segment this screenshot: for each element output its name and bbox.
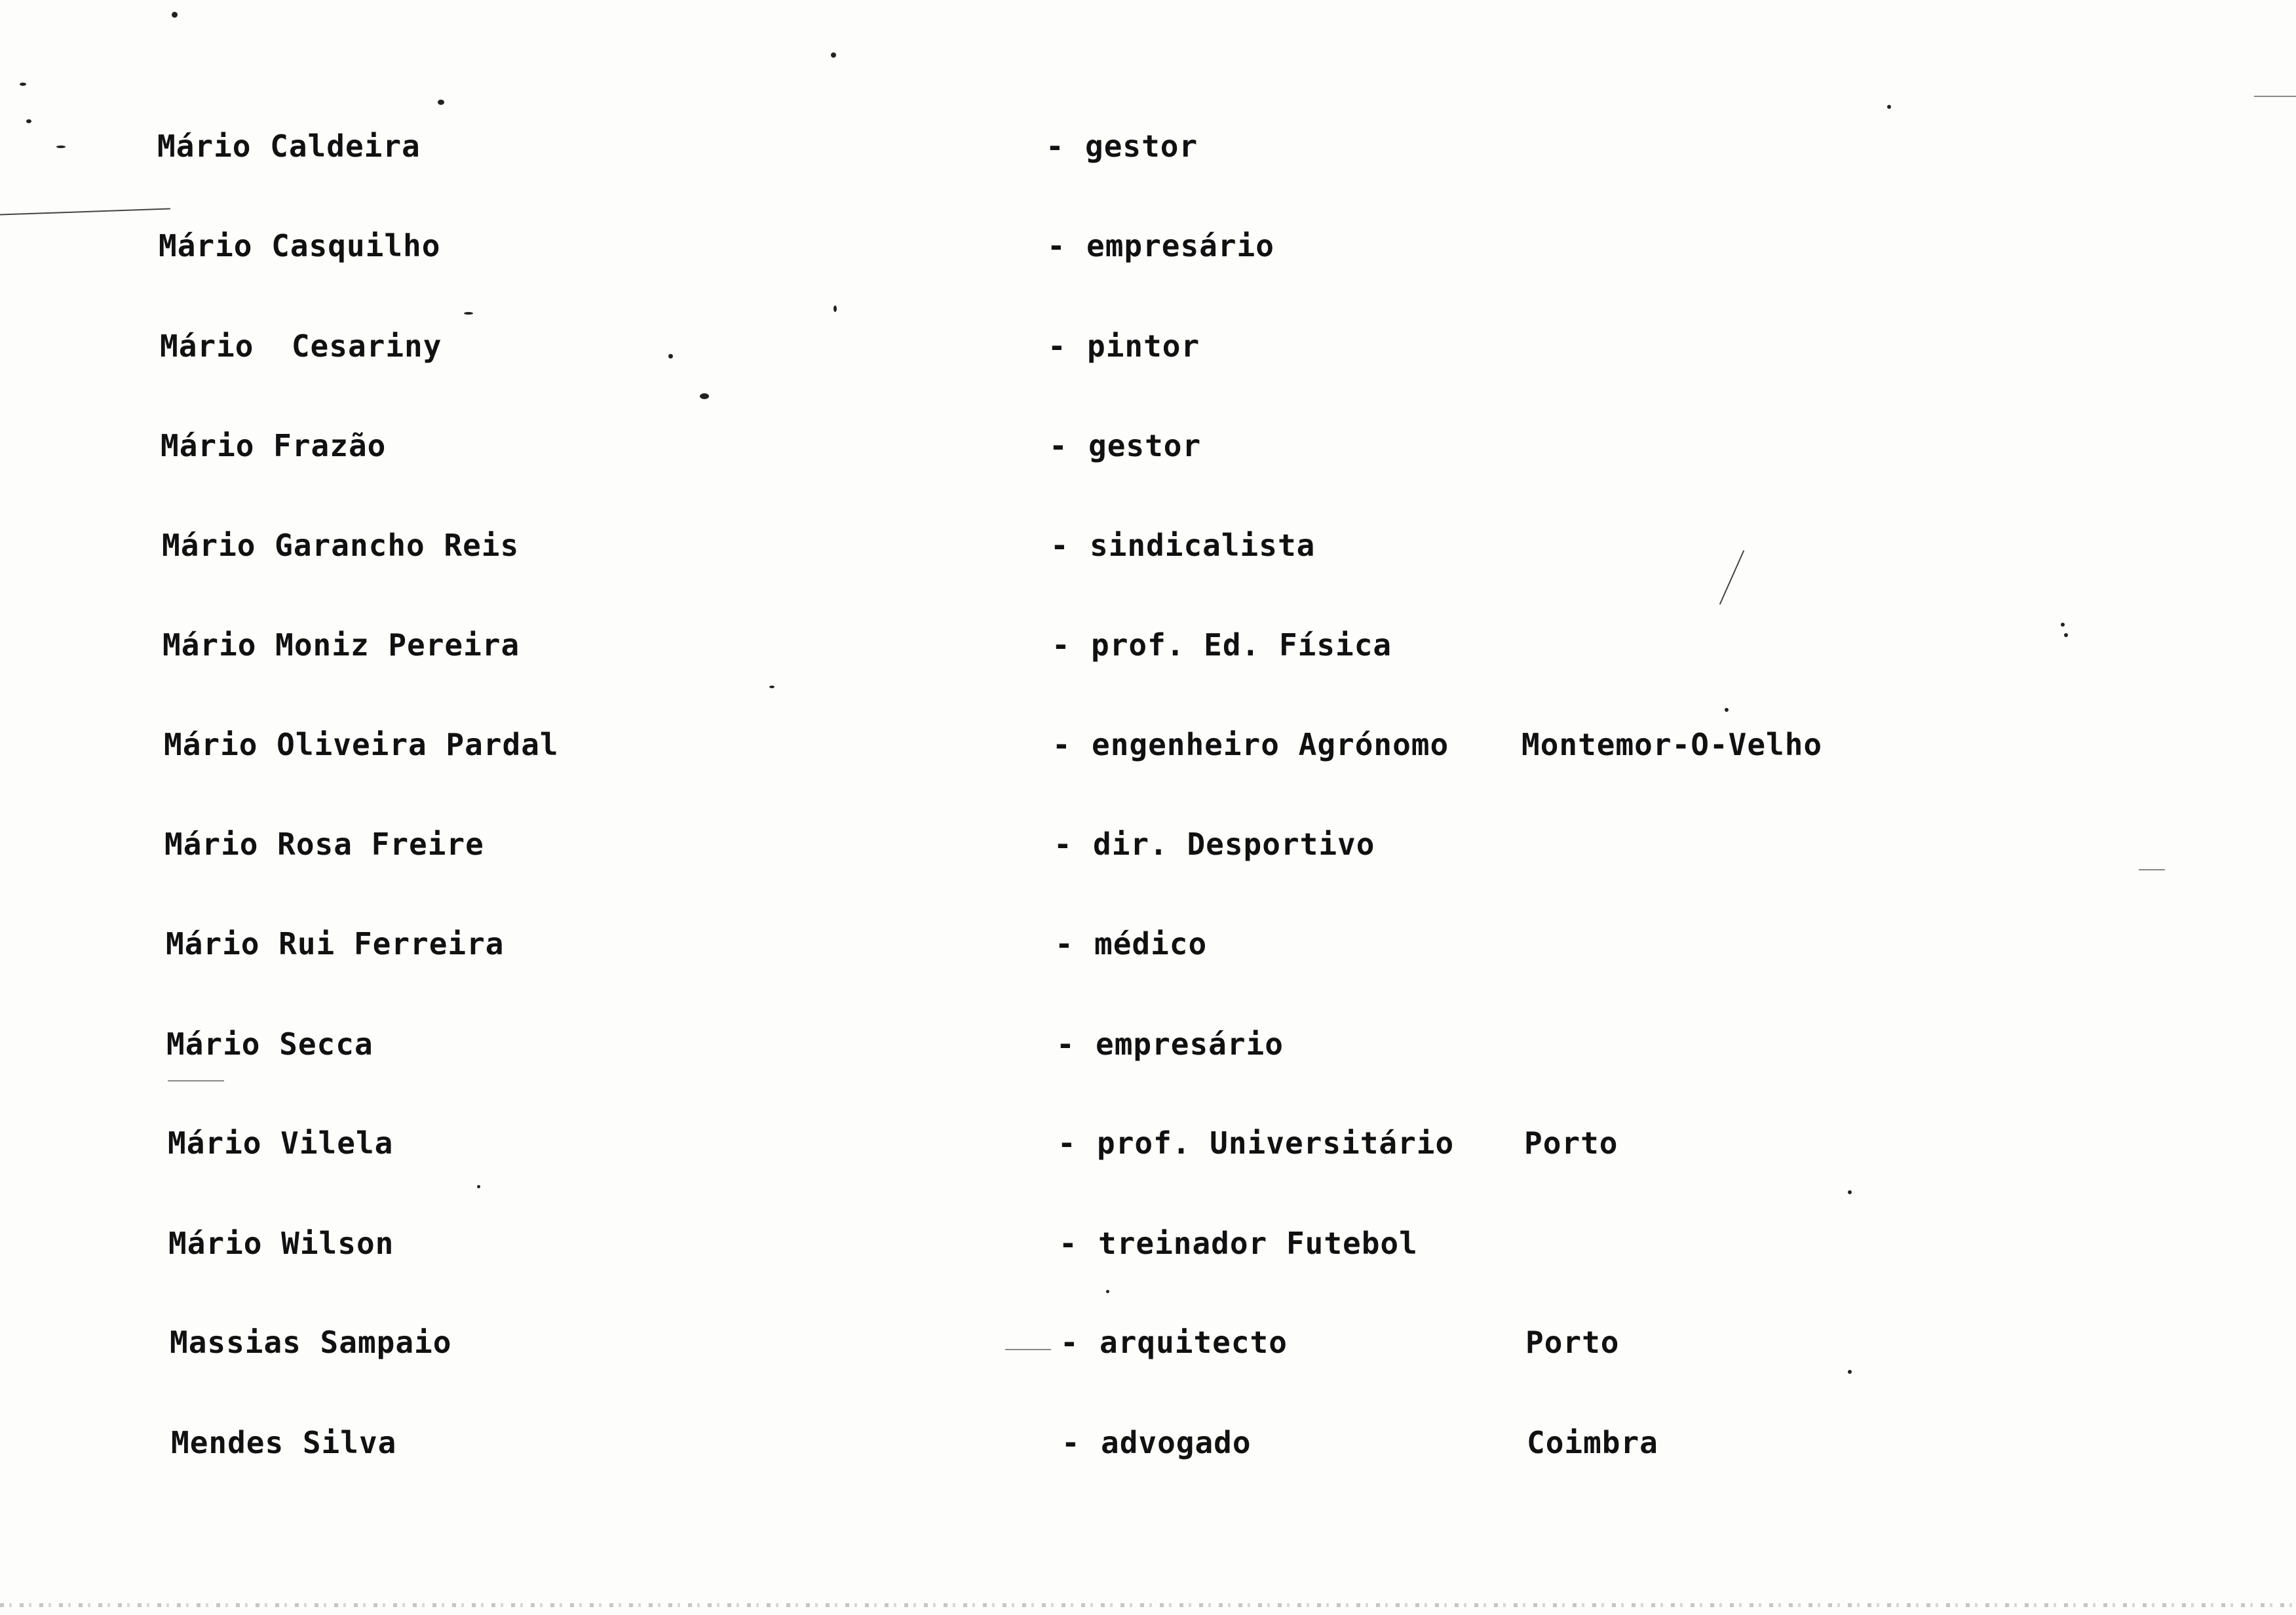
person-name: Mário Secca [166, 1026, 373, 1062]
scan-speck [172, 12, 178, 18]
dash-separator: - [1052, 627, 1071, 663]
list-item [0, 712, 2296, 777]
dash-separator: - [1056, 1026, 1075, 1062]
list-item [0, 513, 2296, 578]
scan-speck [833, 305, 837, 312]
dash-separator: - [1058, 1125, 1077, 1161]
dash-separator: - [1050, 528, 1069, 563]
profession: gestor [1085, 128, 1198, 164]
dash-separator: - [1062, 1425, 1081, 1460]
person-name: Mário Rosa Freire [164, 827, 484, 862]
list-item [0, 1410, 2296, 1475]
dash-separator: - [1060, 1325, 1079, 1360]
list-item [0, 911, 2296, 977]
list-item [0, 612, 2296, 678]
profession: gestor [1088, 428, 1202, 463]
scan-streak [168, 1080, 224, 1081]
scan-streak [2139, 869, 2165, 870]
scan-speck [1725, 708, 1729, 712]
list-item [0, 313, 2296, 379]
profession: médico [1094, 926, 1208, 962]
dash-separator: - [1046, 128, 1065, 164]
location: Porto [1525, 1325, 1620, 1360]
profession: advogado [1101, 1425, 1252, 1460]
location: Montemor-O-Velho [1521, 727, 1823, 762]
dash-separator: - [1055, 926, 1074, 962]
dash-separator: - [1049, 428, 1068, 463]
dash-separator: - [1047, 228, 1066, 263]
profession: dir. Desportivo [1093, 827, 1375, 862]
list-item [0, 413, 2296, 478]
person-name: Mário Caldeira [157, 128, 421, 164]
list-item [0, 1011, 2296, 1077]
scan-speck [477, 1185, 480, 1188]
person-name: Massias Sampaio [170, 1325, 452, 1360]
person-name: Mário Oliveira Pardal [164, 727, 559, 762]
list-item [0, 1310, 2296, 1375]
profession: sindicalista [1090, 528, 1316, 563]
scan-speck [831, 52, 836, 58]
person-name: Mário Wilson [168, 1226, 394, 1261]
list-item [0, 1211, 2296, 1276]
person-name: Mário Casquilho [159, 228, 441, 263]
list-item [0, 1110, 2296, 1176]
scan-streak [2254, 96, 2296, 97]
profession: pintor [1087, 328, 1200, 364]
profession: prof. Universitário [1097, 1125, 1455, 1161]
scan-speck [700, 393, 709, 399]
list-item [0, 811, 2296, 877]
profession: treinador Futebol [1098, 1226, 1418, 1261]
scan-speck [2061, 623, 2065, 627]
dash-separator: - [1059, 1226, 1078, 1261]
scan-speck [1848, 1370, 1852, 1374]
scan-speck [1887, 105, 1891, 109]
person-name: Mário Rui Ferreira [166, 926, 505, 962]
scan-speck [56, 146, 66, 148]
scan-speck [20, 83, 26, 86]
profession: arquitecto [1100, 1325, 1288, 1360]
profession: empresário [1086, 228, 1274, 263]
scan-speck [438, 100, 444, 105]
list-item [0, 113, 2296, 179]
person-name: Mário Frazão [161, 428, 387, 463]
profession: prof. Ed. Física [1091, 627, 1392, 663]
scan-speck [668, 354, 673, 359]
scan-speck [26, 119, 31, 123]
dash-separator: - [1054, 827, 1073, 862]
scan-streak [1005, 1349, 1051, 1350]
person-name: Mário Moniz Pereira [163, 627, 520, 663]
page-edge-noise [0, 1603, 2296, 1607]
profession: empresário [1096, 1026, 1284, 1062]
dash-separator: - [1048, 328, 1067, 364]
person-name: Mendes Silva [171, 1425, 397, 1460]
person-name: Mário Garancho Reis [162, 528, 520, 563]
scan-speck [2064, 633, 2068, 637]
scan-speck [1106, 1290, 1109, 1293]
list-item [0, 213, 2296, 279]
location: Coimbra [1527, 1425, 1658, 1460]
location: Porto [1524, 1125, 1618, 1161]
scan-speck [464, 312, 473, 315]
person-name: Mário Vilela [168, 1125, 394, 1161]
profession: engenheiro Agrónomo [1092, 727, 1449, 762]
dash-separator: - [1052, 727, 1071, 762]
scan-speck [1848, 1190, 1852, 1194]
person-name: Mário Cesariny [160, 328, 442, 364]
scan-speck [769, 686, 775, 688]
